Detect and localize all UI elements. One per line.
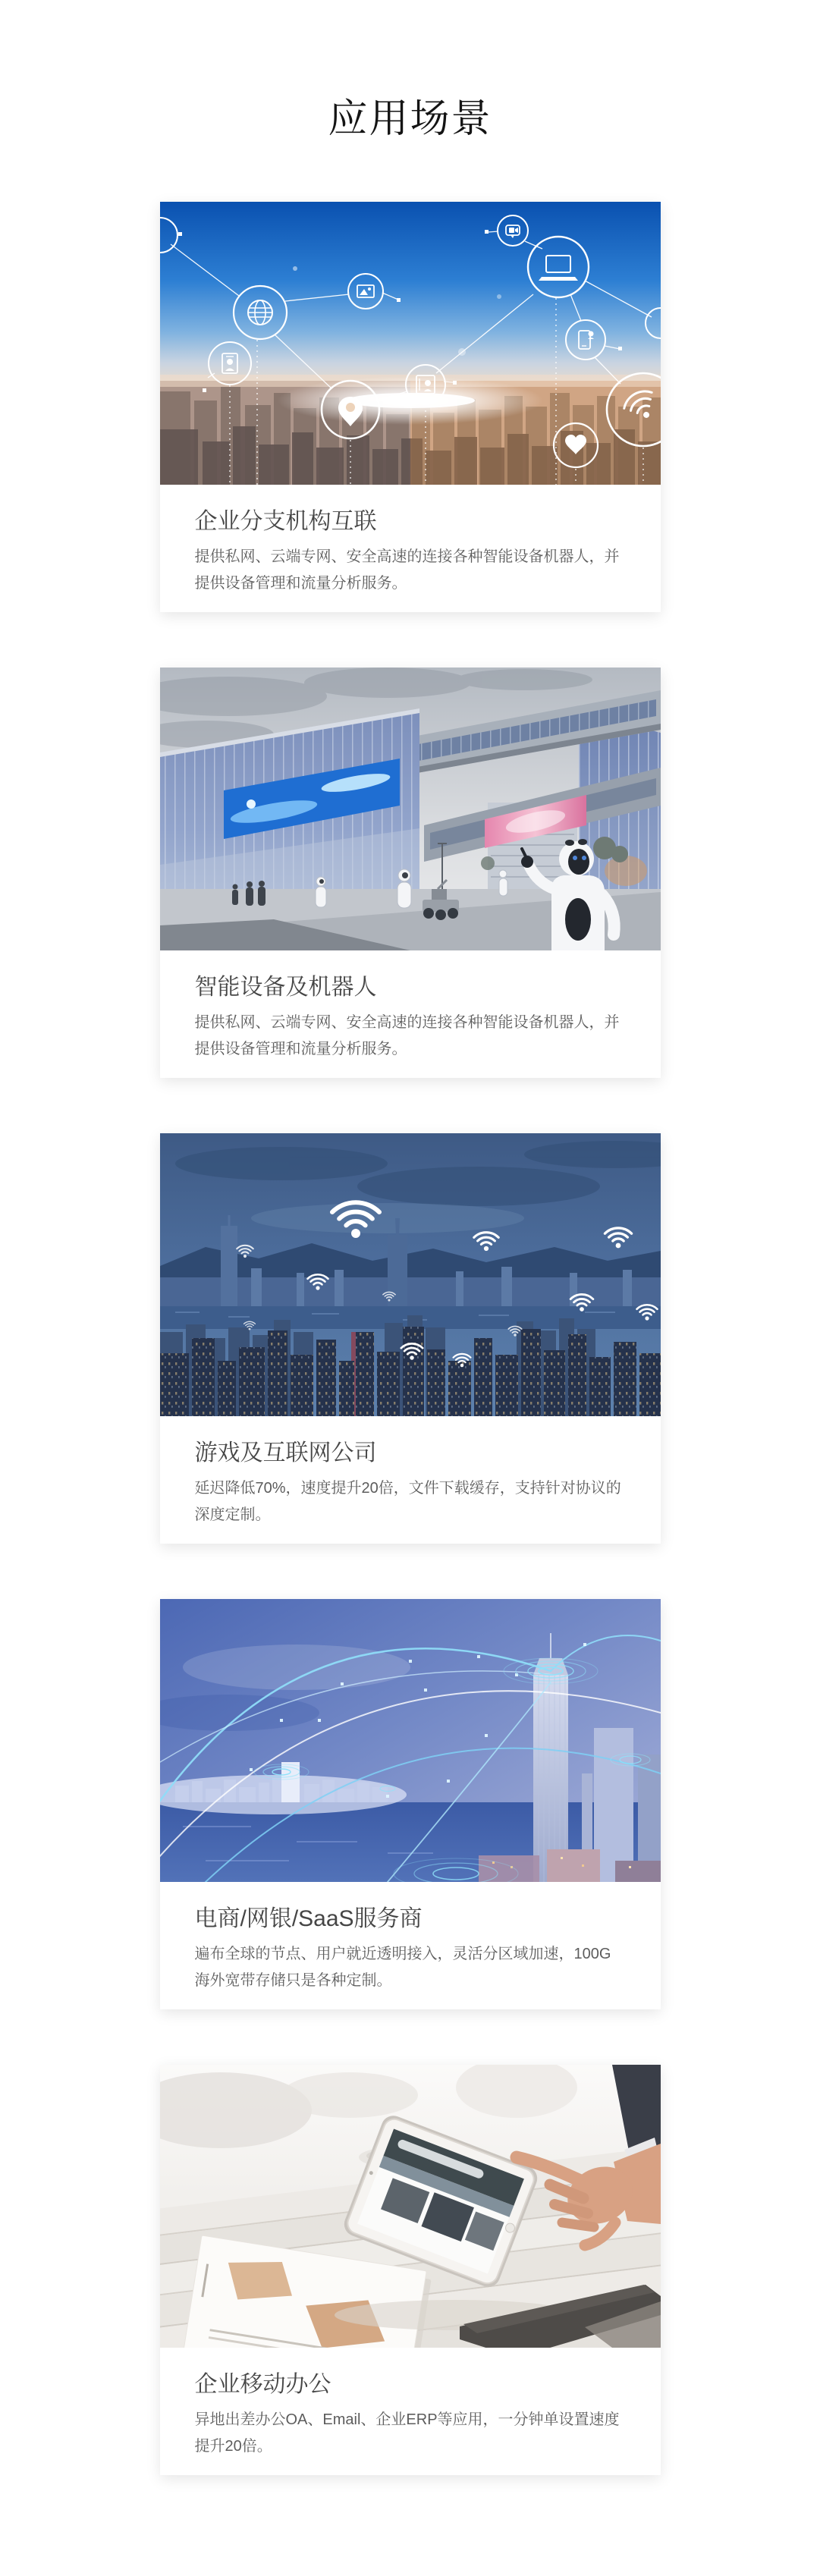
card-image-smart-campus-robots [160,668,661,950]
card-description: 延迟降低70%，速度提升20倍，文件下载缓存，支持针对协议的深度定制。 [194,1480,621,1523]
card-description: 异地出差办公OA、Email、企业ERP等应用，一分钟单设置速度提升20倍。 [194,2411,620,2455]
card-title: 电商/网银/SaaS服务商 [194,1906,423,1931]
card-description: 提供私网、云端专网、安全高速的连接各种智能设备机器人，并提供设备管理和流量分析服务。 [194,548,620,592]
card-body [160,485,661,612]
scenario-card-branch-interconnect [160,202,661,612]
harbour-skyline-wifi-illustration [160,1133,661,1416]
card-description: 提供私网、云端专网、安全高速的连接各种智能设备机器人，并提供设备管理和流量分析服务。 [194,1014,620,1057]
scenario-card-smart-devices-robots [160,668,661,1078]
hand-tablet-desk-illustration [160,2065,661,2348]
small-robot [316,877,326,907]
small-robot [397,869,411,908]
card-title: 企业分支机构互联 [194,509,377,534]
card-body [160,950,661,1078]
tall-tower [221,1226,237,1312]
card-body [160,1416,661,1544]
card-title: 游戏及互联网公司 [194,1440,377,1465]
card-image-harbour-wifi [160,1133,661,1416]
card-body [160,1882,661,2009]
card-description: 遍布全球的节点、用户就近透明接入，灵活分区域加速，100G海外宽带存储只是各种定制。 [194,1946,611,1989]
card-image-city-iot-network [160,202,661,485]
smart-campus-robots-illustration [160,668,661,950]
card-body [160,2348,661,2475]
city-network-arcs-illustration [160,1599,661,1882]
section-header [0,0,820,140]
tall-tower [388,1235,407,1312]
card-image-tablet-desk [160,2065,661,2348]
scenario-card-list [0,202,820,2475]
scenario-card-gaming-internet [160,1133,661,1544]
page-title: 应用场景 [328,97,492,141]
scenario-card-ecommerce-saas [160,1599,661,2009]
card-title: 企业移动办公 [194,2372,331,2397]
card-title: 智能设备及机器人 [194,975,377,1000]
small-robot [499,870,507,896]
city-dusk-iot-network-illustration [160,202,661,485]
card-image-city-network-arcs [160,1599,661,1882]
scenario-card-mobile-office [160,2065,661,2475]
